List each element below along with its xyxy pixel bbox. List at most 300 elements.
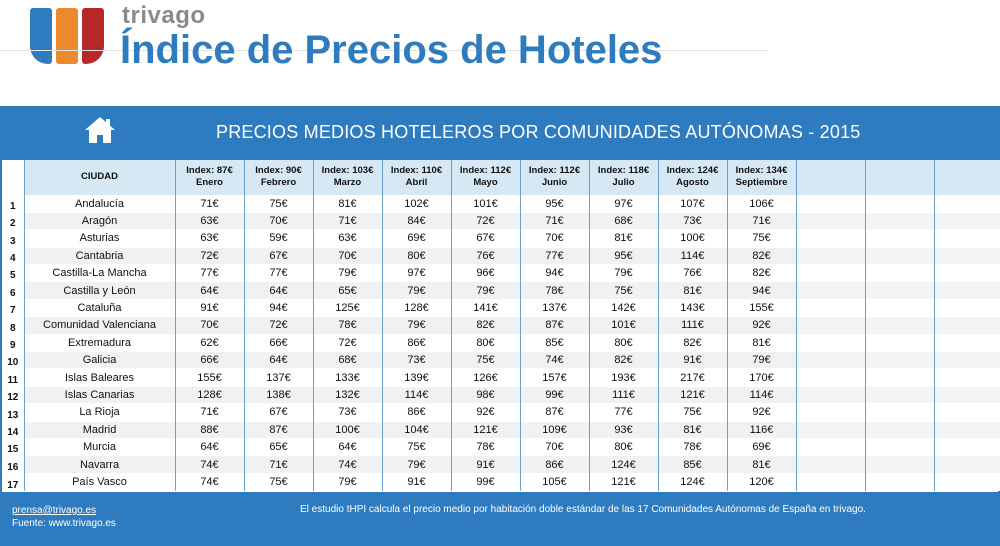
table-row xyxy=(2,421,1000,438)
empty-cell xyxy=(796,265,865,282)
empty-cell xyxy=(796,473,865,490)
price-cell: 70€ xyxy=(520,438,589,455)
price-cell: 111€ xyxy=(658,317,727,334)
row-number: 8 xyxy=(2,317,24,334)
empty-cell xyxy=(865,404,934,421)
price-cell: 126€ xyxy=(451,369,520,386)
empty-cell xyxy=(796,456,865,473)
empty-cell xyxy=(934,195,1000,212)
empty-cell xyxy=(796,369,865,386)
price-cell: 95€ xyxy=(589,247,658,264)
month-name: Febrero xyxy=(260,177,297,189)
table-row xyxy=(2,386,1000,403)
city-cell: Asturias xyxy=(24,230,175,247)
row-number: 14 xyxy=(2,421,24,438)
price-cell: 100€ xyxy=(658,230,727,247)
month-name: Enero xyxy=(196,177,223,189)
price-cell: 93€ xyxy=(589,421,658,438)
price-cell: 79€ xyxy=(313,265,382,282)
row-number: 6 xyxy=(2,282,24,299)
price-cell: 138€ xyxy=(244,386,313,403)
price-cell: 87€ xyxy=(244,421,313,438)
price-cell: 73€ xyxy=(658,212,727,229)
price-cell: 85€ xyxy=(658,456,727,473)
home-icon[interactable] xyxy=(84,116,116,144)
table-row xyxy=(2,230,1000,247)
price-cell: 155€ xyxy=(727,299,796,316)
month-index: Index: 124€ xyxy=(666,165,719,177)
price-cell: 77€ xyxy=(175,265,244,282)
price-cell: 121€ xyxy=(658,386,727,403)
empty-cell xyxy=(796,195,865,212)
price-cell: 77€ xyxy=(589,404,658,421)
price-cell: 99€ xyxy=(451,473,520,490)
city-cell: Extremadura xyxy=(24,334,175,351)
price-cell: 101€ xyxy=(589,317,658,334)
month-header-9 xyxy=(727,160,796,195)
empty-cell xyxy=(796,282,865,299)
table-row xyxy=(2,212,1000,229)
city-cell: Murcia xyxy=(24,438,175,455)
price-cell: 94€ xyxy=(244,299,313,316)
empty-cell xyxy=(865,247,934,264)
price-cell: 91€ xyxy=(451,456,520,473)
price-cell: 97€ xyxy=(382,265,451,282)
empty-cell xyxy=(865,352,934,369)
empty-cell xyxy=(934,386,1000,403)
empty-cell xyxy=(796,386,865,403)
price-table xyxy=(2,160,1000,491)
table-row xyxy=(2,473,1000,490)
row-number: 7 xyxy=(2,299,24,316)
price-cell: 76€ xyxy=(658,265,727,282)
city-cell: País Vasco xyxy=(24,473,175,490)
month-header-2 xyxy=(244,160,313,195)
price-cell: 81€ xyxy=(727,334,796,351)
empty-cell xyxy=(934,282,1000,299)
city-cell: Castilla y León xyxy=(24,282,175,299)
month-header-6 xyxy=(520,160,589,195)
price-cell: 106€ xyxy=(727,195,796,212)
price-cell: 71€ xyxy=(520,212,589,229)
month-index: Index: 112€ xyxy=(459,165,512,177)
empty-cell xyxy=(934,473,1000,490)
empty-cell xyxy=(934,456,1000,473)
price-cell: 67€ xyxy=(451,230,520,247)
price-cell: 101€ xyxy=(451,195,520,212)
price-cell: 79€ xyxy=(451,282,520,299)
price-cell: 94€ xyxy=(520,265,589,282)
price-cell: 96€ xyxy=(451,265,520,282)
price-cell: 72€ xyxy=(451,212,520,229)
city-cell: Cataluña xyxy=(24,299,175,316)
price-cell: 71€ xyxy=(313,212,382,229)
price-cell: 111€ xyxy=(589,386,658,403)
price-cell: 64€ xyxy=(244,282,313,299)
empty-cell xyxy=(865,230,934,247)
price-cell: 72€ xyxy=(313,334,382,351)
row-number: 5 xyxy=(2,265,24,282)
row-number: 13 xyxy=(2,404,24,421)
price-cell: 88€ xyxy=(175,421,244,438)
row-number: 15 xyxy=(2,438,24,455)
price-cell: 85€ xyxy=(520,334,589,351)
empty-cell xyxy=(934,230,1000,247)
price-cell: 124€ xyxy=(589,456,658,473)
city-cell: Madrid xyxy=(24,421,175,438)
empty-cell xyxy=(865,299,934,316)
table-row xyxy=(2,299,1000,316)
month-name: Julio xyxy=(612,177,635,189)
empty-cell xyxy=(934,421,1000,438)
table-row xyxy=(2,282,1000,299)
row-number: 17 xyxy=(2,473,24,490)
row-number: 16 xyxy=(2,456,24,473)
empty-cell xyxy=(865,421,934,438)
price-cell: 114€ xyxy=(658,247,727,264)
month-header-1 xyxy=(175,160,244,195)
price-cell: 81€ xyxy=(727,456,796,473)
price-cell: 78€ xyxy=(658,438,727,455)
price-cell: 98€ xyxy=(451,386,520,403)
table-row xyxy=(2,352,1000,369)
price-cell: 82€ xyxy=(589,352,658,369)
empty-cell xyxy=(796,404,865,421)
price-cell: 217€ xyxy=(658,369,727,386)
price-cell: 74€ xyxy=(313,456,382,473)
price-cell: 86€ xyxy=(520,456,589,473)
empty-cell xyxy=(865,369,934,386)
empty-cell xyxy=(865,438,934,455)
logo-bar-blue xyxy=(30,8,52,64)
empty-cell xyxy=(934,317,1000,334)
price-cell: 84€ xyxy=(382,212,451,229)
brand-name: trivago xyxy=(122,2,206,29)
city-cell: Andalucía xyxy=(24,195,175,212)
trivago-logo xyxy=(30,8,106,64)
price-cell: 92€ xyxy=(451,404,520,421)
price-cell: 75€ xyxy=(244,195,313,212)
price-cell: 63€ xyxy=(175,230,244,247)
empty-cell xyxy=(865,282,934,299)
price-cell: 71€ xyxy=(175,195,244,212)
table-row xyxy=(2,438,1000,455)
price-cell: 78€ xyxy=(451,438,520,455)
empty-cell xyxy=(796,230,865,247)
month-index: Index: 110€ xyxy=(390,165,443,177)
table-row xyxy=(2,456,1000,473)
month-index: Index: 90€ xyxy=(255,165,302,177)
price-cell: 80€ xyxy=(382,247,451,264)
logo-bar-orange xyxy=(56,8,78,64)
price-cell: 116€ xyxy=(727,421,796,438)
price-cell: 71€ xyxy=(727,212,796,229)
price-cell: 69€ xyxy=(382,230,451,247)
empty-cell xyxy=(796,438,865,455)
price-cell: 139€ xyxy=(382,369,451,386)
empty-header xyxy=(934,160,1000,195)
price-cell: 107€ xyxy=(658,195,727,212)
empty-cell xyxy=(934,212,1000,229)
price-cell: 79€ xyxy=(313,473,382,490)
price-cell: 82€ xyxy=(658,334,727,351)
source-text: Fuente: www.trivago.es xyxy=(12,518,116,529)
price-cell: 77€ xyxy=(520,247,589,264)
month-header-5 xyxy=(451,160,520,195)
empty-cell xyxy=(934,247,1000,264)
price-cell: 63€ xyxy=(313,230,382,247)
price-cell: 114€ xyxy=(382,386,451,403)
price-cell: 99€ xyxy=(520,386,589,403)
price-cell: 70€ xyxy=(244,212,313,229)
price-cell: 104€ xyxy=(382,421,451,438)
empty-cell xyxy=(865,456,934,473)
month-index: Index: 87€ xyxy=(186,165,233,177)
price-cell: 75€ xyxy=(382,438,451,455)
price-cell: 79€ xyxy=(382,282,451,299)
city-cell: Islas Canarias xyxy=(24,386,175,403)
price-cell: 95€ xyxy=(520,195,589,212)
empty-cell xyxy=(934,265,1000,282)
price-cell: 133€ xyxy=(313,369,382,386)
price-cell: 105€ xyxy=(520,473,589,490)
city-cell: Islas Baleares xyxy=(24,369,175,386)
empty-cell xyxy=(796,352,865,369)
price-cell: 97€ xyxy=(589,195,658,212)
month-header-8 xyxy=(658,160,727,195)
price-cell: 82€ xyxy=(727,265,796,282)
row-number: 1 xyxy=(2,195,24,212)
price-cell: 67€ xyxy=(244,247,313,264)
empty-cell xyxy=(865,265,934,282)
empty-cell xyxy=(796,299,865,316)
price-cell: 91€ xyxy=(382,473,451,490)
price-cell: 91€ xyxy=(175,299,244,316)
empty-cell xyxy=(865,386,934,403)
price-cell: 157€ xyxy=(520,369,589,386)
price-cell: 79€ xyxy=(589,265,658,282)
price-cell: 75€ xyxy=(727,230,796,247)
price-cell: 75€ xyxy=(451,352,520,369)
price-cell: 68€ xyxy=(313,352,382,369)
empty-cell xyxy=(796,317,865,334)
price-cell: 114€ xyxy=(727,386,796,403)
month-name: Agosto xyxy=(676,177,709,189)
row-number: 10 xyxy=(2,352,24,369)
price-cell: 121€ xyxy=(451,421,520,438)
price-cell: 62€ xyxy=(175,334,244,351)
row-number-header xyxy=(2,160,24,195)
price-cell: 81€ xyxy=(658,282,727,299)
price-cell: 64€ xyxy=(244,352,313,369)
price-cell: 120€ xyxy=(727,473,796,490)
banner xyxy=(0,106,1000,158)
empty-cell xyxy=(934,404,1000,421)
empty-header xyxy=(796,160,865,195)
price-cell: 78€ xyxy=(520,282,589,299)
table-body xyxy=(2,195,1000,491)
table-row xyxy=(2,247,1000,264)
price-cell: 79€ xyxy=(382,317,451,334)
price-cell: 142€ xyxy=(589,299,658,316)
table-row xyxy=(2,369,1000,386)
month-name: Junio xyxy=(541,177,568,189)
price-cell: 92€ xyxy=(727,404,796,421)
row-number: 11 xyxy=(2,369,24,386)
price-cell: 67€ xyxy=(244,404,313,421)
price-cell: 132€ xyxy=(313,386,382,403)
footer-contact xyxy=(12,504,116,530)
logo-bar-red xyxy=(82,8,104,64)
empty-cell xyxy=(865,212,934,229)
price-cell: 72€ xyxy=(175,247,244,264)
price-cell: 71€ xyxy=(244,456,313,473)
empty-cell xyxy=(865,473,934,490)
price-cell: 155€ xyxy=(175,369,244,386)
empty-cell xyxy=(934,369,1000,386)
price-cell: 80€ xyxy=(589,334,658,351)
price-cell: 66€ xyxy=(175,352,244,369)
empty-cell xyxy=(865,195,934,212)
month-name: Abril xyxy=(405,177,428,189)
price-cell: 137€ xyxy=(520,299,589,316)
empty-cell xyxy=(796,421,865,438)
price-cell: 109€ xyxy=(520,421,589,438)
price-cell: 65€ xyxy=(244,438,313,455)
month-header-3 xyxy=(313,160,382,195)
empty-cell xyxy=(796,334,865,351)
price-cell: 87€ xyxy=(520,404,589,421)
row-number: 4 xyxy=(2,247,24,264)
table-header-row xyxy=(2,160,1000,195)
price-cell: 74€ xyxy=(175,473,244,490)
price-cell: 70€ xyxy=(313,247,382,264)
price-cell: 64€ xyxy=(175,438,244,455)
table-row xyxy=(2,334,1000,351)
empty-cell xyxy=(934,438,1000,455)
price-cell: 121€ xyxy=(589,473,658,490)
price-cell: 72€ xyxy=(244,317,313,334)
month-header-7 xyxy=(589,160,658,195)
price-cell: 77€ xyxy=(244,265,313,282)
price-cell: 81€ xyxy=(658,421,727,438)
price-cell: 70€ xyxy=(175,317,244,334)
price-cell: 75€ xyxy=(589,282,658,299)
month-index: Index: 103€ xyxy=(321,165,374,177)
month-index: Index: 112€ xyxy=(528,165,581,177)
empty-cell xyxy=(934,352,1000,369)
price-table-container xyxy=(2,160,998,492)
price-cell: 100€ xyxy=(313,421,382,438)
city-cell: Galicia xyxy=(24,352,175,369)
price-cell: 80€ xyxy=(451,334,520,351)
price-cell: 81€ xyxy=(313,195,382,212)
price-cell: 71€ xyxy=(175,404,244,421)
empty-cell xyxy=(796,212,865,229)
price-cell: 92€ xyxy=(727,317,796,334)
month-name: Septiembre xyxy=(735,177,788,189)
month-index: Index: 134€ xyxy=(735,165,788,177)
price-cell: 91€ xyxy=(658,352,727,369)
row-number: 12 xyxy=(2,386,24,403)
price-cell: 74€ xyxy=(520,352,589,369)
city-header: CIUDAD xyxy=(24,160,175,195)
row-number: 3 xyxy=(2,230,24,247)
price-panel xyxy=(0,106,1000,546)
table-row xyxy=(2,265,1000,282)
city-cell: Comunidad Valenciana xyxy=(24,317,175,334)
price-cell: 94€ xyxy=(727,282,796,299)
price-cell: 81€ xyxy=(589,230,658,247)
price-cell: 125€ xyxy=(313,299,382,316)
table-row xyxy=(2,317,1000,334)
price-cell: 102€ xyxy=(382,195,451,212)
price-cell: 63€ xyxy=(175,212,244,229)
price-cell: 128€ xyxy=(382,299,451,316)
price-cell: 59€ xyxy=(244,230,313,247)
price-cell: 64€ xyxy=(175,282,244,299)
month-index: Index: 118€ xyxy=(597,165,650,177)
empty-cell xyxy=(934,334,1000,351)
empty-cell xyxy=(865,334,934,351)
price-cell: 170€ xyxy=(727,369,796,386)
price-cell: 141€ xyxy=(451,299,520,316)
table-row xyxy=(2,195,1000,212)
price-cell: 86€ xyxy=(382,404,451,421)
price-cell: 137€ xyxy=(244,369,313,386)
price-cell: 74€ xyxy=(175,456,244,473)
city-cell: La Rioja xyxy=(24,404,175,421)
price-cell: 69€ xyxy=(727,438,796,455)
city-cell: Castilla-La Mancha xyxy=(24,265,175,282)
banner-title: PRECIOS MEDIOS HOTELEROS POR COMUNIDADES AUTÓNOMAS - 2015 xyxy=(216,122,861,142)
price-cell: 64€ xyxy=(313,438,382,455)
empty-cell xyxy=(865,317,934,334)
city-cell: Navarra xyxy=(24,456,175,473)
month-name: Mayo xyxy=(473,177,498,189)
press-email-link[interactable]: prensa@trivago.es xyxy=(12,505,97,516)
month-header-4 xyxy=(382,160,451,195)
price-cell: 128€ xyxy=(175,386,244,403)
row-number: 9 xyxy=(2,334,24,351)
table-row xyxy=(2,404,1000,421)
price-cell: 65€ xyxy=(313,282,382,299)
price-cell: 82€ xyxy=(727,247,796,264)
city-cell: Aragón xyxy=(24,212,175,229)
price-cell: 80€ xyxy=(589,438,658,455)
footer-note: El estudio tHPI calcula el precio medio por habitación doble estándar de las 17 Comunidades Autónomas de España en trivago. xyxy=(300,504,866,515)
price-cell: 76€ xyxy=(451,247,520,264)
page-title: Índice de Precios de Hoteles xyxy=(120,28,663,72)
price-cell: 73€ xyxy=(313,404,382,421)
price-cell: 86€ xyxy=(382,334,451,351)
empty-cell xyxy=(934,299,1000,316)
price-cell: 124€ xyxy=(658,473,727,490)
price-cell: 78€ xyxy=(313,317,382,334)
price-cell: 75€ xyxy=(658,404,727,421)
price-cell: 193€ xyxy=(589,369,658,386)
price-cell: 143€ xyxy=(658,299,727,316)
price-cell: 66€ xyxy=(244,334,313,351)
city-cell: Cantabria xyxy=(24,247,175,264)
price-cell: 87€ xyxy=(520,317,589,334)
price-cell: 70€ xyxy=(520,230,589,247)
price-cell: 73€ xyxy=(382,352,451,369)
row-number: 2 xyxy=(2,212,24,229)
price-cell: 79€ xyxy=(727,352,796,369)
empty-cell xyxy=(796,247,865,264)
month-name: Marzo xyxy=(333,177,362,189)
